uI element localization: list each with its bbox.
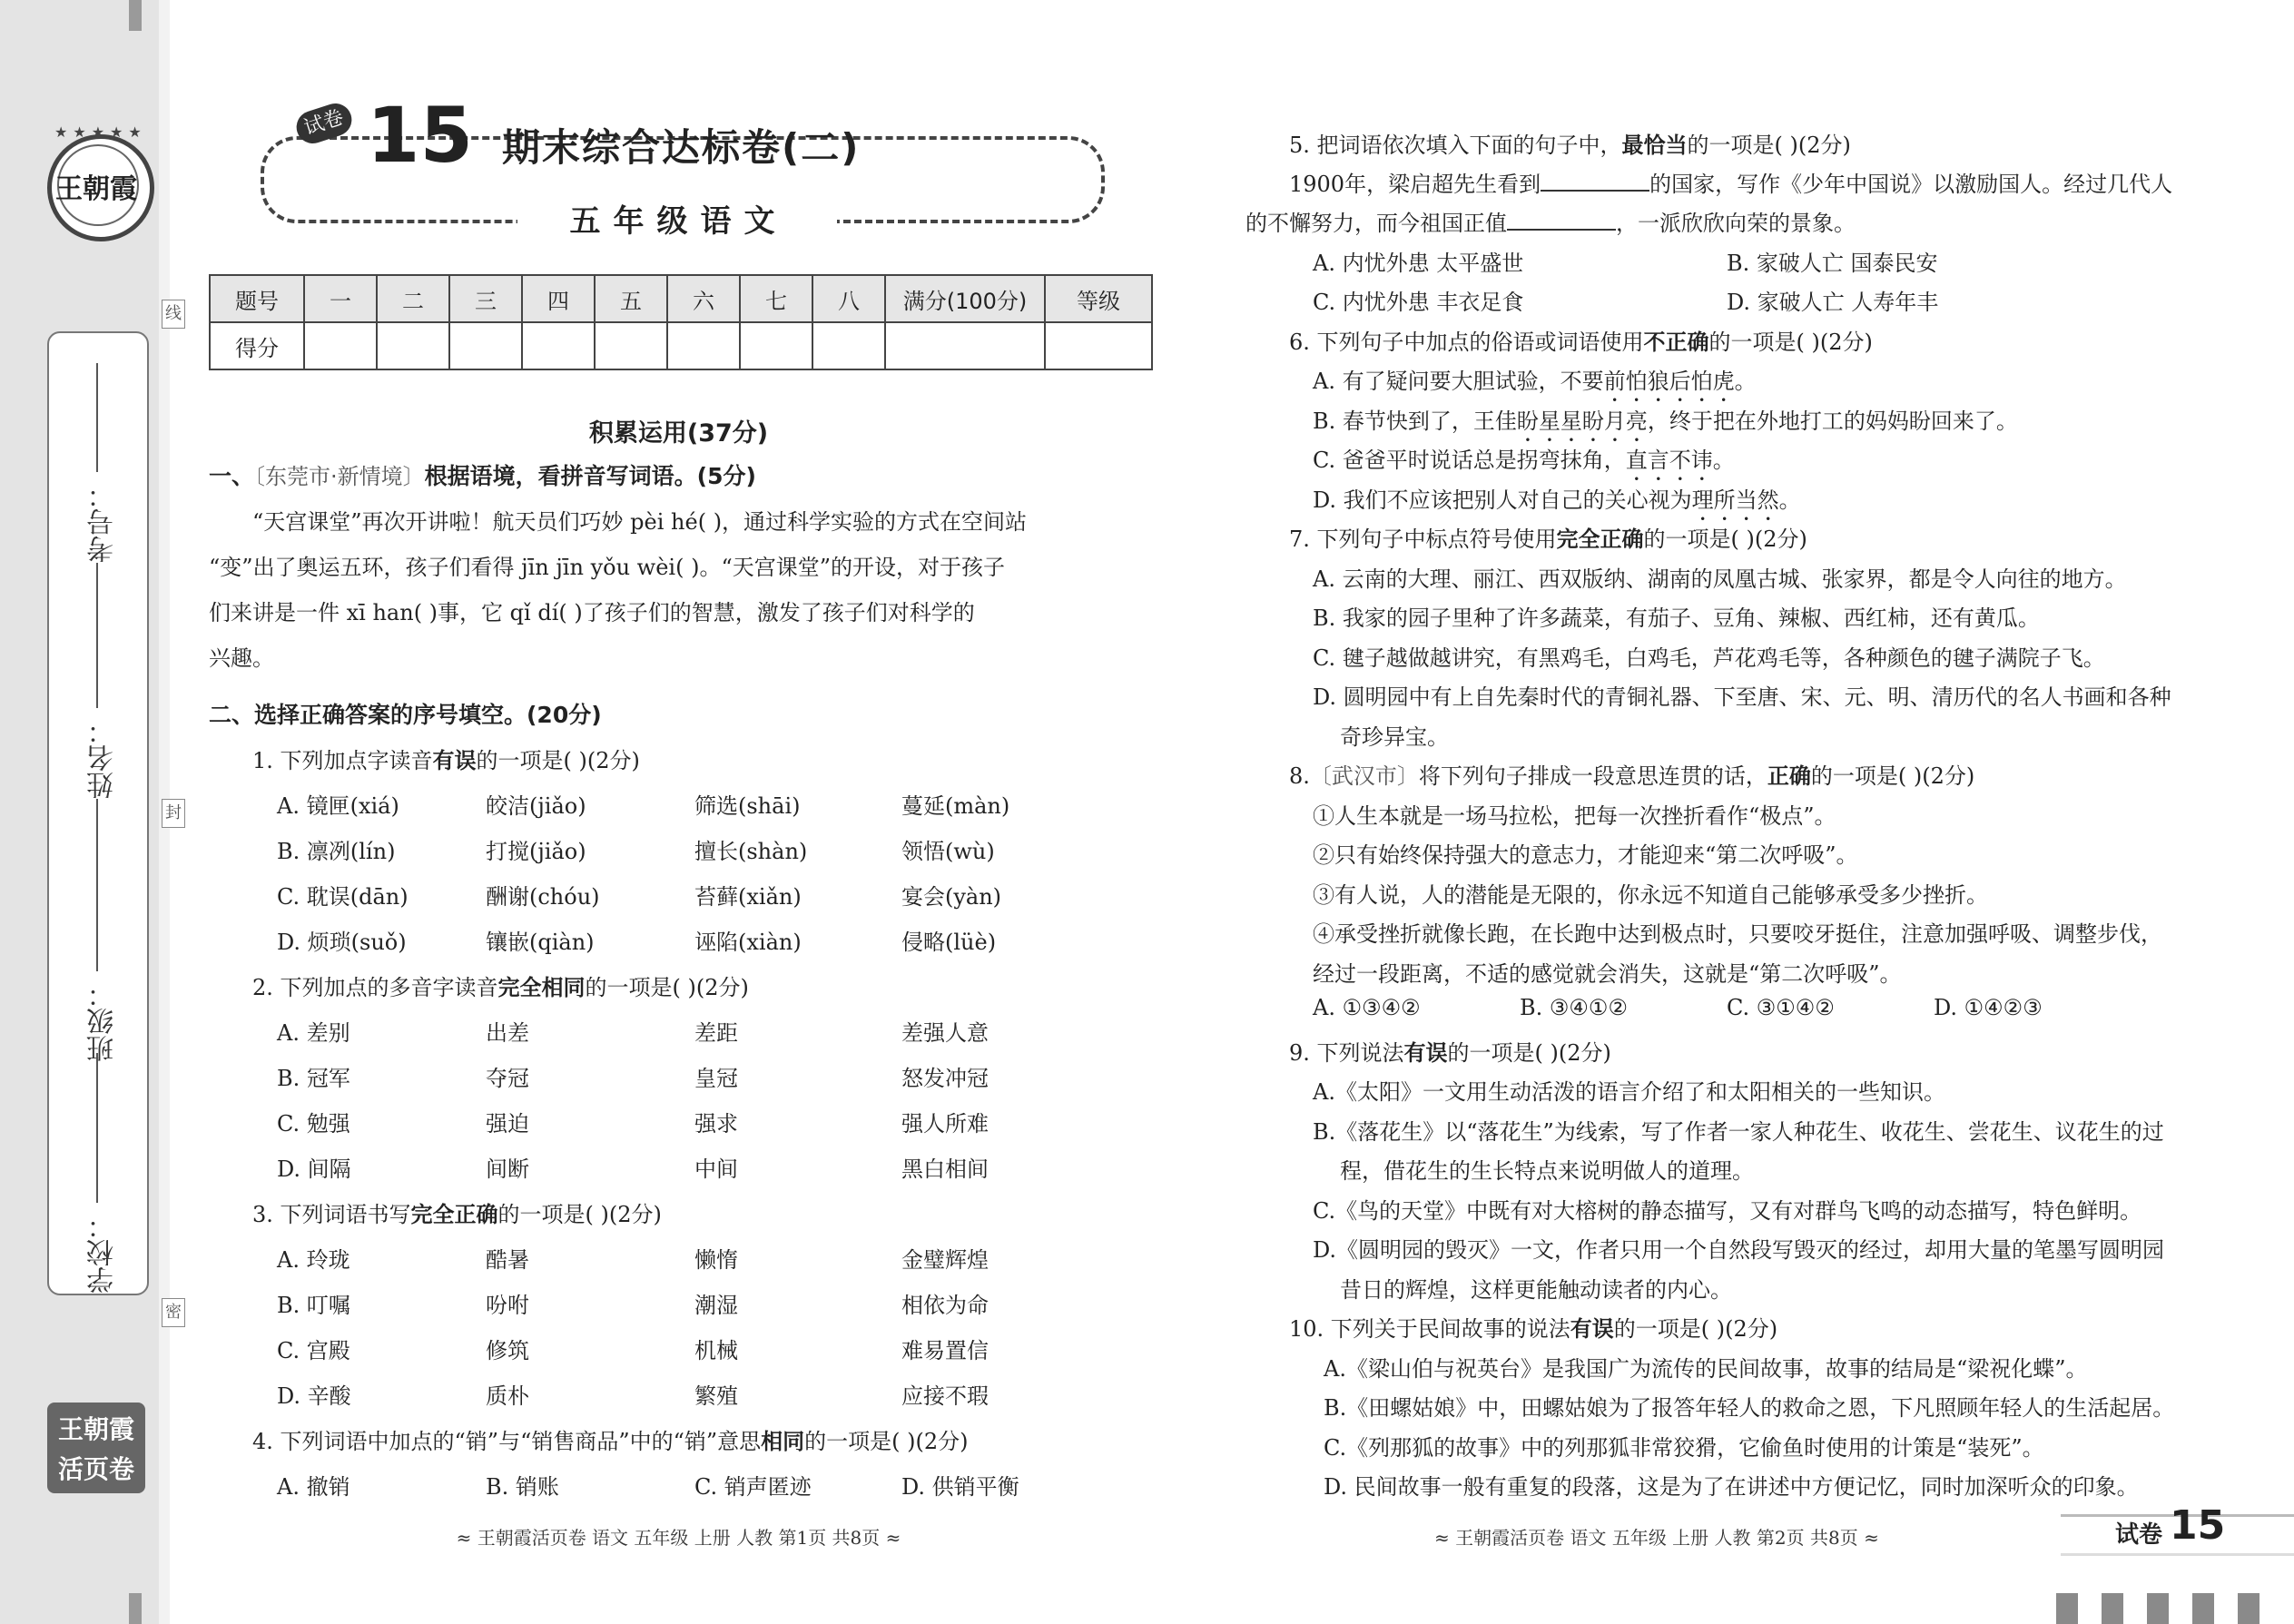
- s3-c-4: 难易置信: [901, 1338, 989, 1363]
- q6-stem-a: 6. 下列句子中加点的俗语或词语使用: [1289, 330, 1644, 355]
- q6-d-post: 。: [1778, 487, 1801, 513]
- cut-mark-secret: 密: [162, 1298, 185, 1327]
- q8-sentence-4b: 经过一段距离，不适的感觉就会消失，这就是“第二次呼吸”。: [1313, 961, 1902, 987]
- page-subtitle: 五年级语文: [569, 203, 788, 240]
- part-title: 积累运用(37分): [588, 419, 769, 448]
- page-title: 期末综合达标卷(二): [502, 125, 861, 170]
- s2-stem-a: 2. 下列加点的多音字读音: [252, 975, 498, 1000]
- page-tab-bar: [2102, 1593, 2123, 1624]
- q8-num: 8.: [1289, 763, 1310, 789]
- q6-stem-c: 的一项是( )(2分): [1708, 330, 1873, 355]
- s1-d-4: 侵略(lüè): [901, 930, 997, 955]
- s1-c-2: 酬谢(chóu): [486, 884, 600, 910]
- top-tick-mark: [129, 0, 142, 31]
- s2-d-3: 中间: [694, 1156, 738, 1182]
- score-table-score-row: [210, 322, 1152, 369]
- s3-d-4: 应接不瑕: [901, 1383, 989, 1409]
- s1-a-1: A. 镜匣(xiá): [277, 793, 399, 819]
- s4-stem-key: 相同: [761, 1429, 805, 1454]
- s2-c-3: 强求: [694, 1111, 738, 1137]
- q8-stem-c: 的一项是( )(2分): [1810, 763, 1975, 789]
- name-field[interactable]: [96, 563, 98, 708]
- page-tab-bar: [2056, 1593, 2078, 1624]
- student-info-box: [47, 331, 149, 1295]
- q7-stem: [1289, 521, 1807, 553]
- th-item: 题号: [210, 275, 304, 322]
- s3-a-3: 懒惰: [694, 1247, 738, 1273]
- s3-b-4: 相依为命: [901, 1293, 989, 1318]
- q5-opt-d: D. 家破人亡 人寿年丰: [1727, 290, 1939, 315]
- s1-a-2: 皎洁(jiǎo): [486, 793, 586, 819]
- exam-number: 15: [367, 91, 473, 180]
- s4-a: A. 撤销: [277, 1474, 350, 1500]
- q10-option-a: A.《梁山伯与祝英台》是我国广为流传的民间故事，故事的结局是“梁祝化蝶”。: [1324, 1356, 2088, 1382]
- q1-line-3: 们来讲是一件 xī han( )事，它 qǐ dí( )了孩子们的智慧，激发了孩子们对科学的: [209, 600, 975, 625]
- q5-opt-b: B. 家破人亡 国泰民安: [1727, 251, 1938, 276]
- score-cell[interactable]: [1045, 322, 1152, 369]
- s1-b-1: B. 凛冽(lín): [277, 839, 396, 864]
- brand-name: 王朝霞: [57, 1414, 134, 1444]
- s1-stem: [252, 743, 640, 774]
- q5-p2b: ，一派欣欣向荣的景象。: [1616, 211, 1856, 236]
- s3-stem-a: 3. 下列词语书写: [252, 1202, 411, 1227]
- page-tab-bar: [2238, 1593, 2260, 1624]
- score-cell[interactable]: [740, 322, 812, 369]
- q10-option-d: D. 民间故事一般有重复的段落，这是为了在讲述中方便记忆，同时加深听众的印象。: [1324, 1474, 2139, 1500]
- s2-c-4: 强人所难: [901, 1111, 989, 1137]
- q5-blank-2[interactable]: [1507, 229, 1616, 231]
- s1-b-2: 打搅(jiǎo): [486, 839, 586, 864]
- s1-a-3: 筛选(shāi): [694, 793, 801, 819]
- s2-d-2: 间断: [486, 1156, 529, 1182]
- q6-b-post: ，终于把在外地打工的妈妈盼回来了。: [1647, 408, 2018, 434]
- q8-opt-a: A. ①③④②: [1313, 995, 1421, 1020]
- s3-b-1: B. 叮嘱: [277, 1293, 350, 1318]
- q8-stem-key: 正确: [1767, 763, 1811, 789]
- q5-p1b: 的国家，写作《少年中国说》以激励国人。经过几代人: [1649, 172, 2173, 197]
- s3-stem-key: 完全正确: [410, 1202, 498, 1227]
- q5-blank-1[interactable]: [1541, 190, 1649, 192]
- q6-a-pre: A. 有了疑问要大胆试验，不要: [1313, 369, 1604, 394]
- s4-b: B. 销账: [486, 1474, 559, 1500]
- q10-stem-a: 10. 下列关于民间故事的说法: [1289, 1316, 1570, 1342]
- q6-option-c: [1313, 442, 1735, 486]
- q8-opt-d: D. ①④②③: [1934, 995, 2043, 1020]
- q8-sentence-2: ②只有始终保持强大的意志力，才能迎来“第二次呼吸”。: [1313, 842, 1858, 868]
- brand-sub: 活页卷: [57, 1454, 134, 1484]
- s2-b-4: 怒发冲冠: [901, 1066, 989, 1091]
- th-6: 六: [667, 275, 740, 322]
- q8-stem: [1289, 758, 1974, 790]
- q7-option-d-2: 奇珍异宝。: [1340, 724, 1449, 750]
- s2-stem-key: 完全相同: [497, 975, 586, 1000]
- exam-no-label: 考号：: [87, 481, 119, 563]
- q6-b-pre: B. 春节快到了，王佳: [1313, 408, 1517, 434]
- q8-opt-b: B. ③④①②: [1520, 995, 1628, 1020]
- q7-stem-c: 的一项是( )(2分): [1643, 527, 1807, 552]
- s3-a-2: 酷暑: [486, 1247, 529, 1273]
- q1-line-4: 兴趣。: [209, 645, 274, 671]
- s1-a-4: 蔓延(màn): [901, 793, 1010, 819]
- q8-opt-c: C. ③①④②: [1727, 995, 1835, 1020]
- q5-opt-a: A. 内忧外患 太平盛世: [1313, 251, 1524, 276]
- cut-mark-line: 线: [162, 300, 185, 329]
- s3-a-4: 金璧辉煌: [901, 1247, 989, 1273]
- q10-stem-c: 的一项是( )(2分): [1613, 1316, 1778, 1342]
- th-5: 五: [595, 275, 667, 322]
- s2-a-2: 出差: [486, 1020, 529, 1046]
- q8-stem-a: 将下列句子排成一段意思连贯的话，: [1418, 763, 1767, 789]
- s4-c: C. 销声匿迹: [694, 1474, 812, 1500]
- q1-title-text: 根据语境，看拼音写词语。(5分): [424, 463, 756, 489]
- score-cell[interactable]: [304, 322, 377, 369]
- q10-option-c: C.《列那狐的故事》中的列那狐非常狡猾，它偷鱼时使用的计策是“装死”。: [1324, 1435, 2044, 1461]
- q7-stem-key: 完全正确: [1556, 527, 1644, 552]
- s3-b-2: 吩咐: [486, 1293, 529, 1318]
- score-cell[interactable]: [377, 322, 449, 369]
- q9-stem-key: 有误: [1403, 1040, 1448, 1066]
- s4-stem-c: 的一项是( )(2分): [804, 1429, 969, 1454]
- s1-b-4: 领悟(wù): [901, 839, 995, 864]
- q6-stem: [1289, 324, 1873, 356]
- q5-opt-c: C. 内忧外患 丰衣足食: [1313, 290, 1524, 315]
- q9-stem: [1289, 1035, 1611, 1067]
- score-row-label: 得分: [210, 322, 304, 369]
- q6-a-dotted: 前怕狼后怕虎: [1603, 369, 1735, 394]
- s3-d-2: 质朴: [486, 1383, 529, 1409]
- s3-d-3: 繁殖: [694, 1383, 738, 1409]
- school-field[interactable]: [96, 1053, 98, 1203]
- s4-stem-a: 4. 下列词语中加点的“销”与“销售商品”中的“销”意思: [252, 1429, 762, 1454]
- page-tab-bar: [2147, 1593, 2169, 1624]
- s4-d: D. 供销平衡: [901, 1474, 1019, 1500]
- s2-a-1: A. 差别: [277, 1020, 350, 1046]
- q9-option-d-1: D.《圆明园的毁灭》一文，作者只用一个自然段写毁灭的经过，却用大量的笔墨写圆明园: [1313, 1237, 2165, 1263]
- q5-stem-c: 的一项是( )(2分): [1687, 133, 1851, 158]
- s1-c-3: 苔藓(xiǎn): [694, 884, 802, 910]
- q8-tag: 〔武汉市〕: [1309, 763, 1419, 789]
- q8-sentence-1: ①人生本就是一场马拉松，把每一次挫折看作“极点”。: [1313, 803, 1836, 829]
- q1-title: [209, 458, 756, 491]
- bottom-tick-mark: [129, 1593, 142, 1624]
- q6-d-dotted: 理所当然: [1691, 487, 1779, 513]
- th-3: 三: [449, 275, 522, 322]
- s3-c-3: 机械: [694, 1338, 738, 1363]
- q6-option-a: [1313, 363, 1757, 407]
- s3-c-2: 修筑: [486, 1338, 529, 1363]
- school-label: 学校：: [87, 1212, 119, 1294]
- s2-b-3: 皇冠: [694, 1066, 738, 1091]
- q6-a-post: 。: [1734, 369, 1757, 394]
- th-full-score: 满分(100分): [885, 275, 1045, 322]
- th-4: 四: [522, 275, 595, 322]
- corner-badge-label: 试卷: [2115, 1521, 2163, 1549]
- q9-stem-a: 9. 下列说法: [1289, 1040, 1404, 1066]
- exam-badge: 试卷: [292, 99, 356, 147]
- class-field[interactable]: [96, 799, 98, 971]
- corner-badge-number: 15: [2170, 1502, 2226, 1549]
- s2-stem-c: 的一项是( )(2分): [585, 975, 749, 1000]
- th-2: 二: [377, 275, 449, 322]
- s3-a-1: A. 玲珑: [277, 1247, 350, 1273]
- th-grade: 等级: [1045, 275, 1152, 322]
- class-label: 班级：: [87, 980, 119, 1062]
- q9-option-c: C.《鸟的天堂》中既有对大榕树的静态描写，又有对群鸟飞鸣的动态描写，特色鲜明。: [1313, 1198, 2142, 1224]
- seal-text: 王朝霞: [55, 173, 137, 205]
- q5-passage-1: [1289, 166, 2172, 198]
- s2-d-1: D. 间隔: [277, 1156, 351, 1182]
- brand-bottom-logo: [47, 1403, 145, 1493]
- right-footer: ≈ 王朝霞活页卷 语文 五年级 上册 人教 第2页 共8页 ≈: [1434, 1527, 1879, 1549]
- q6-b-dotted: 盼星星盼月亮: [1516, 408, 1648, 434]
- s1-b-3: 擅长(shàn): [694, 839, 808, 864]
- q9-option-d-2: 昔日的辉煌，这样更能触动读者的内心。: [1340, 1277, 1732, 1303]
- score-cell[interactable]: [885, 322, 1045, 369]
- q1-line-2: “变”出了奥运五环，孩子们看得 jīn jīn yǒu wèi( )。“天宫课堂”的开设，对于孩子: [209, 555, 1005, 580]
- q7-stem-a: 7. 下列句子中标点符号使用: [1289, 527, 1557, 552]
- page-tab-bar: [2192, 1593, 2214, 1624]
- q6-c-post: 。: [1712, 448, 1735, 473]
- th-7: 七: [740, 275, 812, 322]
- s1-d-1: D. 烦琐(suǒ): [277, 930, 407, 955]
- q8-sentence-3: ③有人说，人的潜能是无限的，你永远不知道自己能够承受多少挫折。: [1313, 882, 1988, 908]
- q7-option-c: C. 毽子越做越讲究，有黑鸡毛，白鸡毛，芦花鸡毛等，各种颜色的毽子满院子飞。: [1313, 645, 2105, 671]
- s1-c-4: 宴会(yàn): [901, 884, 1002, 910]
- s4-stem: [252, 1423, 969, 1455]
- s1-stem-a: 1. 下列加点字读音: [252, 748, 433, 773]
- th-8: 八: [812, 275, 885, 322]
- q7-option-d-1: D. 圆明园中有上自先秦时代的青铜礼器、下至唐、宋、元、明、清历代的名人书画和各种: [1313, 684, 2171, 710]
- s1-stem-c: 的一项是( )(2分): [476, 748, 640, 773]
- score-cell[interactable]: [522, 322, 595, 369]
- q6-d-pre: D. 我们不应该把别人对自己的关心视为: [1313, 487, 1692, 513]
- s2-a-4: 差强人意: [901, 1020, 989, 1046]
- s3-c-1: C. 宫殿: [277, 1338, 350, 1363]
- th-1: 一: [304, 275, 377, 322]
- score-table-header-row: [210, 275, 1152, 322]
- q10-stem: [1289, 1311, 1777, 1343]
- s3-b-3: 潮湿: [694, 1293, 738, 1318]
- q6-c-pre: C. 爸爸平时说话总是拐弯抹角，: [1313, 448, 1626, 473]
- s3-stem-c: 的一项是( )(2分): [497, 1202, 662, 1227]
- score-cell[interactable]: [449, 322, 522, 369]
- q8-sentence-4a: ④承受挫折就像长跑，在长跑中达到极点时，只要咬牙挺住，注意加强呼吸、调整步伐，: [1313, 921, 2162, 947]
- q9-option-b-2: 程，借花生的生长特点来说明做人的道理。: [1340, 1158, 1754, 1184]
- q7-option-b: B. 我家的园子里种了许多蔬菜，有茄子、豆角、辣椒、西红柿，还有黄瓜。: [1313, 605, 2040, 631]
- s1-d-2: 镶嵌(qiàn): [486, 930, 595, 955]
- left-footer: ≈ 王朝霞活页卷 语文 五年级 上册 人教 第1页 共8页 ≈: [456, 1527, 901, 1549]
- q9-option-b-1: B.《落花生》以“落花生”为线索，写了作者一家人种花生、收花生、尝花生、议花生的过: [1313, 1119, 2164, 1145]
- q5-passage-2: [1245, 205, 1856, 237]
- q1-tag: 〔东莞市·新情境〕: [254, 464, 425, 489]
- q5-stem-a: 5. 把词语依次填入下面的句子中，: [1289, 133, 1622, 158]
- s2-b-2: 夺冠: [486, 1066, 529, 1091]
- q5-stem-key: 最恰当: [1621, 133, 1688, 158]
- seal-stars: ★★★★★: [54, 123, 147, 141]
- q7-option-a: A. 云南的大理、丽江、西双版纳、湖南的凤凰古城、张家界，都是令人向往的地方。: [1313, 566, 2127, 592]
- score-cell[interactable]: [812, 322, 885, 369]
- q10-stem-key: 有误: [1570, 1316, 1614, 1342]
- name-label: 姓名：: [87, 717, 119, 799]
- q10-option-b: B.《田螺姑娘》中，田螺姑娘为了报答年轻人的救命之恩，下凡照顾年轻人的生活起居。: [1324, 1395, 2175, 1421]
- s3-stem: [252, 1196, 662, 1228]
- q5-p1: 1900年，梁启超先生看到: [1289, 172, 1541, 197]
- q1-prefix: 一、: [209, 463, 255, 489]
- s2-c-2: 强迫: [486, 1111, 529, 1137]
- s1-stem-key: 有误: [432, 748, 477, 773]
- q5-stem: [1289, 127, 1851, 159]
- s1-c-1: C. 耽误(dān): [277, 884, 409, 910]
- q6-stem-key: 不正确: [1643, 330, 1709, 355]
- s3-d-1: D. 辛酸: [277, 1383, 351, 1409]
- cut-mark-seal: 封: [162, 799, 185, 828]
- q6-option-d: [1313, 482, 1801, 526]
- q6-option-b: [1313, 403, 2018, 447]
- score-cell[interactable]: [595, 322, 667, 369]
- s2-c-1: C. 勉强: [277, 1111, 350, 1137]
- s2-b-1: B. 冠军: [277, 1066, 350, 1091]
- s1-d-3: 诬陷(xiàn): [694, 930, 802, 955]
- q9-option-a: A.《太阳》一文用生动活泼的语言介绍了和太阳相关的一些知识。: [1313, 1079, 1945, 1105]
- q2-title: 二、选择正确答案的序号填空。(20分): [209, 702, 602, 728]
- s2-a-3: 差距: [694, 1020, 738, 1046]
- q1-line-1: “天宫课堂”再次开讲啦！航天员们巧妙 pèi hé( )，通过科学实验的方式在空间站: [252, 509, 1028, 535]
- s2-stem: [252, 969, 749, 1001]
- score-table: [209, 274, 1153, 370]
- q9-stem-c: 的一项是( )(2分): [1447, 1040, 1611, 1066]
- q6-c-dotted: 直言不讳: [1625, 448, 1713, 473]
- score-cell[interactable]: [667, 322, 740, 369]
- s2-d-4: 黑白相间: [901, 1156, 989, 1182]
- q5-p2: 的不懈努力，而今祖国正值: [1245, 211, 1507, 236]
